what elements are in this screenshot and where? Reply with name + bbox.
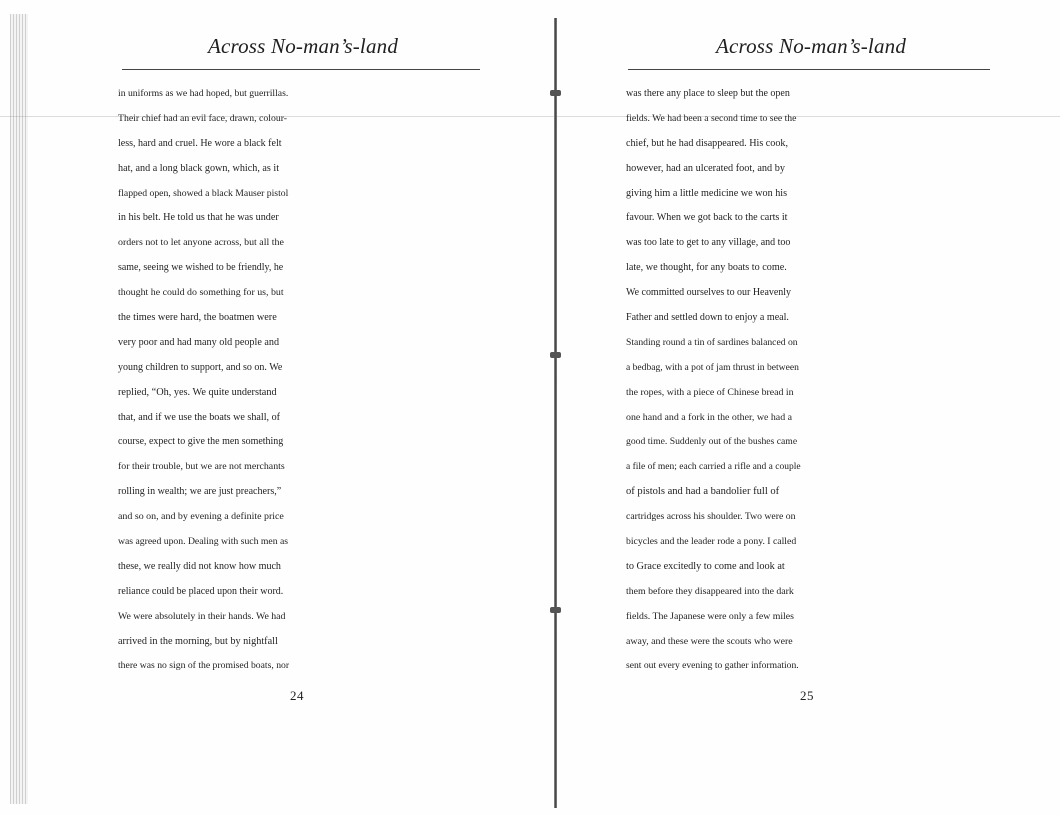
text-line: however, had an ulcerated foot, and by [626, 162, 785, 174]
text-line: one hand and a fork in the other, we had a [626, 411, 793, 423]
body-text [626, 82, 996, 679]
text-line: of pistols and had a bandolier full of [626, 486, 780, 498]
text-line: there was no sign of the promised boats, nor [118, 660, 290, 672]
text-line: We committed ourselves to our Heavenly [626, 287, 792, 299]
text-line: Father and settled down to enjoy a meal. [626, 312, 789, 324]
text-line: fields. We had been a second time to see the [626, 112, 797, 124]
text-line: reliance could be placed upon their word. [118, 585, 284, 597]
book-gutter [554, 18, 557, 808]
text-line: was there any place to sleep but the open [626, 88, 790, 99]
text-line: bicycles and the leader rode a pony. I called [626, 536, 797, 548]
binding-thread-mark [550, 607, 561, 613]
text-line: them before they disappeared into the dark [626, 585, 794, 597]
running-head: Across No-man’s-land [715, 34, 907, 58]
text-line: fields. The Japanese were only a few miles [626, 610, 794, 622]
text-line: in his belt. He told us that he was under [118, 212, 279, 224]
text-line: favour. When we got back to the carts it [626, 212, 788, 224]
text-line: was agreed upon. Dealing with such men as [118, 536, 289, 548]
page-edges [10, 14, 28, 804]
page-number: 24 [290, 688, 304, 703]
text-line: cartridges across his shoulder. Two were on [626, 511, 796, 523]
text-line: young children to support, and so on. We [118, 361, 283, 373]
text-line: less, hard and cruel. He wore a black felt [118, 137, 282, 149]
text-line: Their chief had an evil face, drawn, colour- [118, 112, 287, 124]
page-number: 25 [800, 688, 814, 703]
text-line: to Grace excitedly to come and look at [626, 560, 785, 572]
text-line: a file of men; each carried a rifle and a couple [626, 462, 801, 473]
text-line: and so on, and by evening a definite price [118, 511, 284, 523]
text-line: chief, but he had disappeared. His cook, [626, 137, 788, 149]
running-head: Across No-man’s-land [207, 34, 399, 58]
text-line: the times were hard, the boatmen were [118, 312, 277, 324]
text-line: that, and if we use the boats we shall, of [118, 411, 280, 423]
text-line: arrived in the morning, but by nightfall [118, 635, 278, 647]
text-line: hat, and a long black gown, which, as it [118, 162, 280, 174]
text-line: was too late to get to any village, and too [626, 237, 791, 249]
text-line: good time. Suddenly out of the bushes came [626, 436, 798, 448]
header-rule [122, 69, 480, 70]
text-line: flapped open, showed a black Mauser pistol [118, 187, 289, 199]
text-line: these, we really did not know how much [118, 560, 281, 572]
text-line: rolling in wealth; we are just preachers,” [118, 486, 282, 498]
text-line: thought he could do something for us, but [118, 287, 284, 299]
text-line: the ropes, with a piece of Chinese bread in [626, 386, 794, 398]
text-line: orders not to let anyone across, but all the [118, 237, 284, 249]
left-page [118, 0, 488, 815]
text-line: in uniforms as we had hoped, but guerrillas. [118, 88, 289, 99]
text-line: for their trouble, but we are not merchants [118, 461, 285, 473]
body-text [118, 82, 488, 679]
right-page [626, 0, 996, 815]
text-line: giving him a little medicine we won his [626, 187, 788, 199]
binding-thread-mark [550, 90, 561, 96]
header-rule [628, 69, 990, 70]
text-line: same, seeing we wished to be friendly, he [118, 262, 284, 274]
text-line: Standing round a tin of sardines balanced on [626, 336, 798, 348]
text-line: very poor and had many old people and [118, 336, 280, 348]
text-line: replied, “Oh, yes. We quite understand [118, 386, 277, 398]
binding-thread-mark [550, 352, 561, 358]
text-line: We were absolutely in their hands. We had [118, 610, 286, 622]
text-line: course, expect to give the men something [118, 436, 284, 448]
text-line: sent out every evening to gather information. [626, 660, 799, 672]
text-line: late, we thought, for any boats to come. [626, 262, 787, 274]
text-line: a bedbag, with a pot of jam thrust in between [626, 361, 799, 373]
text-line: away, and these were the scouts who were [626, 635, 793, 647]
